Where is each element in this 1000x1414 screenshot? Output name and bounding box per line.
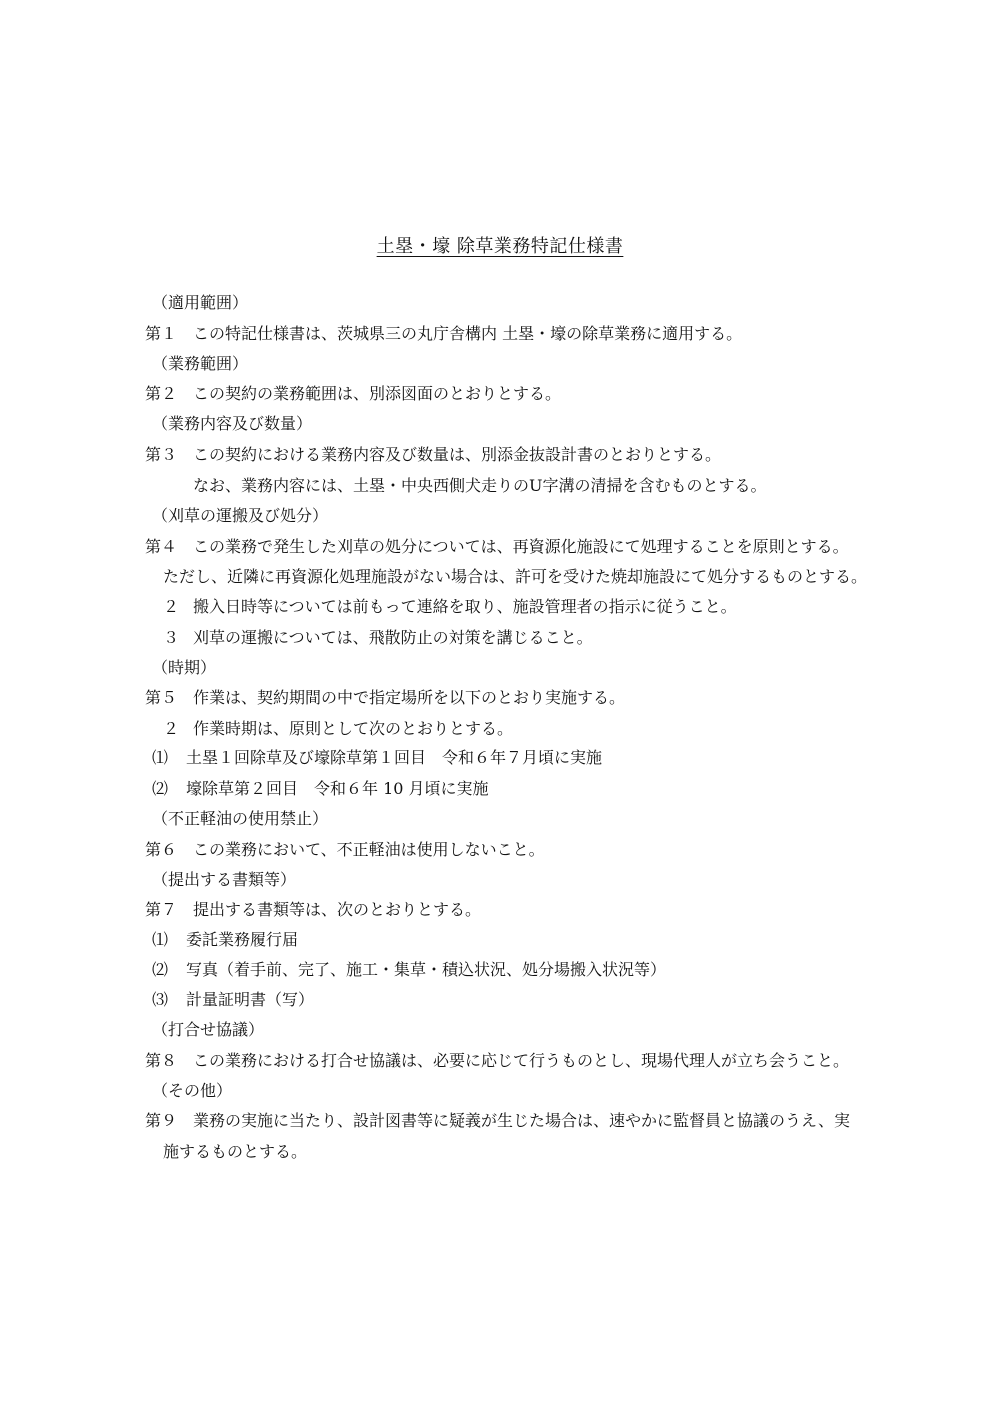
list-item: [152, 990, 314, 1010]
document-title: 土塁・壕 除草業務特記仕様書: [376, 236, 624, 257]
paragraph-number: ２: [163, 597, 180, 616]
list-item-text: 壕除草第２回目 令和６年 10 月頃に実施: [186, 779, 489, 798]
article-number: 第１: [145, 324, 178, 343]
article-number: 第９: [145, 1111, 178, 1130]
list-item-number: ⑴: [152, 748, 169, 767]
list-item: [152, 930, 298, 950]
paragraph-text: 刈草の運搬については、飛散防止の対策を講じること。: [193, 628, 593, 647]
article-number: 第５: [145, 688, 178, 707]
section-heading: （刈草の運搬及び処分）: [152, 506, 329, 525]
section-heading: （打合せ協議）: [152, 1020, 265, 1039]
article: [145, 384, 561, 404]
list-item-text: 土塁１回除草及び壕除草第１回目 令和６年７月頃に実施: [186, 748, 603, 767]
paragraph-text: 搬入日時等については前もって連絡を取り、施設管理者の指示に従うこと。: [193, 597, 737, 616]
list-item-number: ⑵: [152, 960, 169, 979]
article: [145, 1051, 849, 1071]
article-text: この業務で発生した刈草の処分については、再資源化施設にて処理することを原則とする。: [193, 537, 849, 556]
article-text: 業務の実施に当たり、設計図書等に疑義が生じた場合は、速やかに監督員と協議のうえ、実: [193, 1111, 850, 1130]
section-heading: （提出する書類等）: [152, 870, 297, 889]
list-item-number: ⑴: [152, 930, 169, 949]
article-number: 第３: [145, 445, 178, 464]
section-heading: （適用範囲）: [152, 293, 249, 312]
article-text: この業務において、不正軽油は使用しないこと。: [193, 840, 545, 859]
list-item-text: 計量証明書（写）: [186, 990, 315, 1009]
article-continuation: なお、業務内容には、土塁・中央西側犬走りのU字溝の清掃を含むものとする。: [193, 476, 767, 495]
section-heading: （不正軽油の使用禁止）: [152, 809, 329, 828]
article: [145, 688, 625, 708]
article-text: この契約における業務内容及び数量は、別添金抜設計書のとおりとする。: [193, 445, 722, 464]
article: [145, 537, 849, 557]
list-item: [152, 960, 666, 980]
paragraph: [163, 628, 593, 648]
section-heading: （業務内容及び数量）: [152, 414, 313, 433]
article-number: 第８: [145, 1051, 178, 1070]
paragraph-text: 作業時期は、原則として次のとおりとする。: [193, 719, 514, 738]
article-text: 提出する書類等は、次のとおりとする。: [193, 900, 482, 919]
paragraph: [163, 719, 513, 739]
article-continuation: ただし、近隣に再資源化処理施設がない場合は、許可を受けた焼却施設にて処分するものとする。: [163, 567, 868, 586]
article-text: この業務における打合せ協議は、必要に応じて行うものとし、現場代理人が立ち会うこと。: [193, 1051, 850, 1070]
list-item-text: 写真（着手前、完了、施工・集草・積込状況、処分場搬入状況等）: [186, 960, 667, 979]
section-heading: （時期）: [152, 658, 217, 677]
article: [145, 324, 742, 344]
article: [145, 900, 481, 920]
paragraph-number: ３: [163, 628, 180, 647]
article: [145, 840, 545, 860]
article-number: 第７: [145, 900, 178, 919]
section-heading: （業務範囲）: [152, 354, 249, 373]
article-number: 第４: [145, 537, 178, 556]
article-text: 作業は、契約期間の中で指定場所を以下のとおり実施する。: [193, 688, 626, 707]
section-heading: （その他）: [152, 1081, 233, 1100]
article-continuation: 施するものとする。: [163, 1142, 308, 1161]
article-number: 第６: [145, 840, 178, 859]
article-text: この契約の業務範囲は、別添図面のとおりとする。: [193, 384, 562, 403]
list-item: [152, 779, 489, 799]
paragraph: [163, 597, 737, 617]
article-text: この特記仕様書は、茨城県三の丸庁舎構内 土塁・壕の除草業務に適用する。: [193, 324, 743, 343]
list-item-text: 委託業務履行届: [186, 930, 299, 949]
list-item-number: ⑶: [152, 990, 169, 1009]
article: [145, 445, 721, 465]
article: [145, 1111, 850, 1131]
paragraph-number: ２: [163, 719, 180, 738]
list-item: [152, 748, 602, 768]
list-item-number: ⑵: [152, 779, 169, 798]
article-number: 第２: [145, 384, 178, 403]
